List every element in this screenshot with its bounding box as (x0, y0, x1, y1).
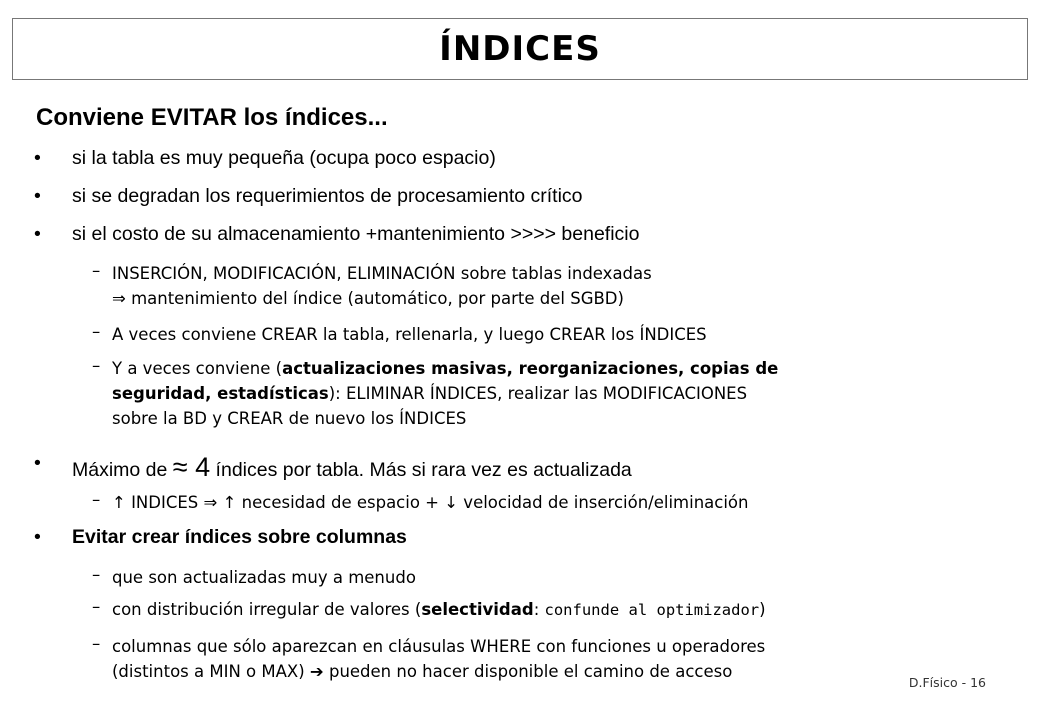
bullet-storage-cost: si el costo de su almacenamiento +mantenimiento >>>> beneficio (72, 223, 640, 245)
text-run: ) (759, 600, 766, 619)
dash-marker: – (92, 634, 101, 653)
sub-line: sobre la BD y CREAR de nuevo los ÍNDICES (112, 409, 467, 428)
sub-where-functions (112, 634, 765, 684)
bullet-small-table: si la tabla es muy pequeña (ocupa poco espacio) (72, 147, 496, 169)
bullet-marker: • (34, 452, 41, 474)
text-run: ): ELIMINAR ÍNDICES, realizar las MODIFICACIONES (328, 384, 748, 403)
bold-run: seguridad, estadísticas (112, 384, 329, 403)
approx-four: ≈ 4 (172, 452, 211, 482)
sub-create-table-first: A veces conviene CREAR la tabla, rellenarla, y luego CREAR los ÍNDICES (112, 325, 707, 344)
dash-marker: – (92, 597, 101, 616)
dash-marker: – (92, 490, 101, 509)
dash-marker: – (92, 322, 101, 341)
text-run: con distribución irregular de valores ( (112, 600, 422, 619)
text-run: Máximo de (72, 459, 173, 481)
dash-marker: – (92, 356, 101, 375)
dash-marker: – (92, 565, 101, 584)
sub-irregular-distribution (112, 597, 766, 623)
sub-frequently-updated: que son actualizadas muy a menudo (112, 568, 416, 587)
bold-run: actualizaciones masivas, reorganizaciones, copias de (282, 359, 779, 378)
bullet-max-indexes (72, 452, 632, 483)
bullet-marker: • (34, 147, 41, 169)
sub-line: ⇒ mantenimiento del índice (automático, por parte del SGBD) (112, 289, 624, 308)
bullet-degraded-processing: si se degradan los requerimientos de procesamiento crítico (72, 185, 583, 207)
bullet-marker: • (34, 185, 41, 207)
bold-run: selectividad (421, 600, 534, 619)
slide-footer: D.Físico - 16 (908, 675, 986, 690)
dash-marker: – (92, 261, 101, 280)
sub-mass-updates (112, 356, 778, 431)
mono-run: confunde al optimizador (544, 601, 760, 619)
sub-line (112, 356, 778, 381)
title-box (12, 18, 1028, 80)
bullet-marker: • (34, 223, 41, 245)
sub-line: (distintos a MIN o MAX) ➔ pueden no hacer disponible el camino de acceso (112, 662, 733, 681)
sub-line: columnas que sólo aparezcan en cláusulas WHERE con funciones u operadores (112, 637, 766, 656)
sub-line (112, 381, 778, 406)
text-run: Y a veces conviene ( (112, 359, 283, 378)
sub-index-tradeoff: ↑ INDICES ⇒ ↑ necesidad de espacio + ↓ velocidad de inserción/eliminación (112, 493, 749, 512)
slide-title: ÍNDICES (439, 29, 601, 69)
sub-line: INSERCIÓN, MODIFICACIÓN, ELIMINACIÓN sobre tablas indexadas (112, 264, 652, 283)
text-run: : (533, 600, 545, 619)
bullet-avoid-columns: Evitar crear índices sobre columnas (72, 526, 407, 548)
text-run: índices por tabla. Más si rara vez es actualizada (210, 459, 632, 481)
slide-heading: Conviene EVITAR los índices... (36, 104, 388, 131)
bullet-marker: • (34, 526, 41, 548)
sub-insert-modify-delete (112, 261, 652, 311)
